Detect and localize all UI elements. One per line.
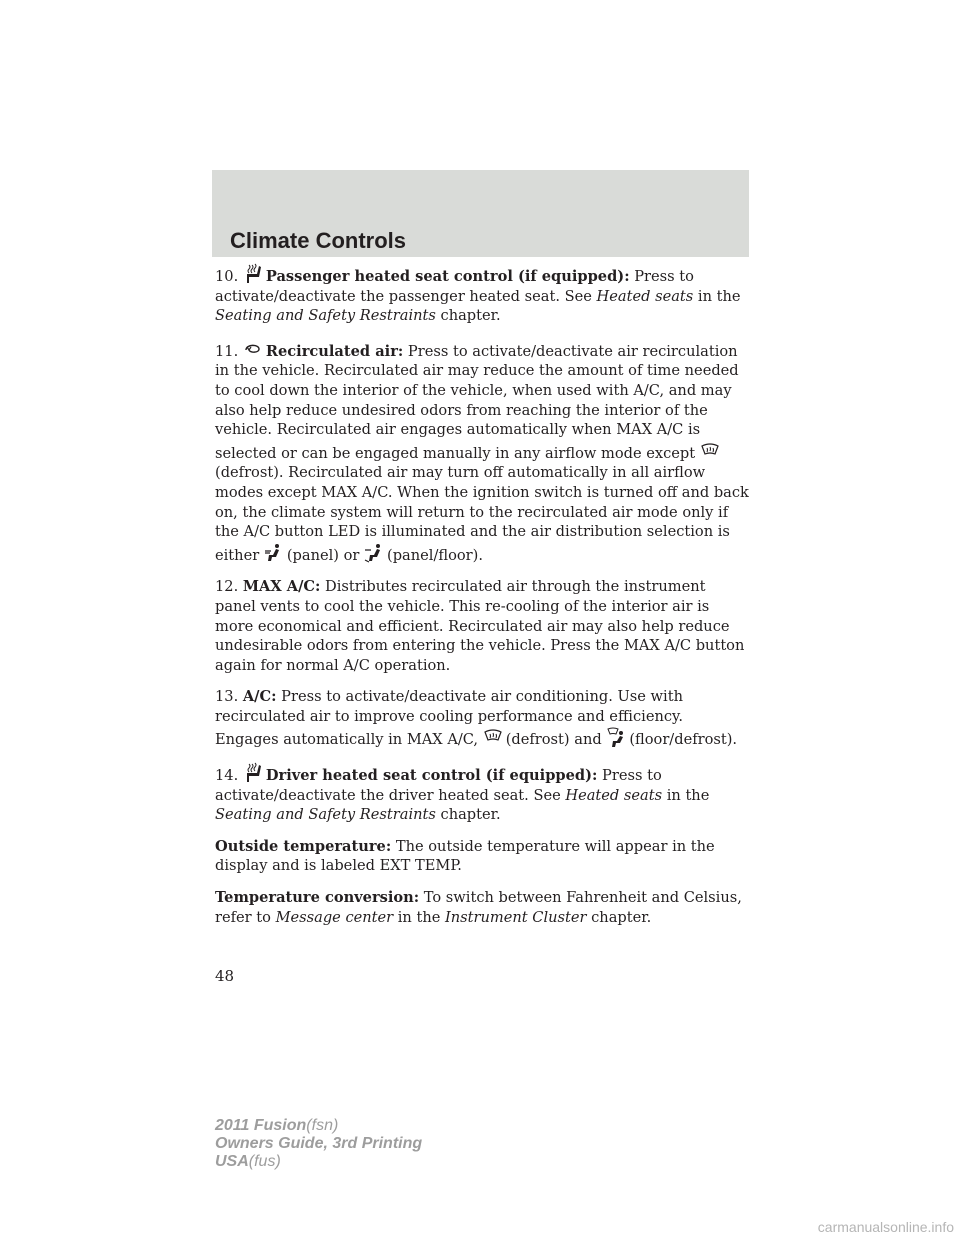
item-text: To switch between Fahrenheit and Celsius, refer to <box>215 889 742 926</box>
cross-reference: Heated seats <box>596 287 694 305</box>
footer-guide: Owners Guide, 3rd Printing <box>215 1135 423 1152</box>
footer-guide-line <box>215 1135 422 1153</box>
item-text: Press to activate/deactivate the driver heated seat. See <box>215 767 662 804</box>
item-term: A/C: <box>242 688 277 706</box>
item-number: 12. <box>215 578 239 596</box>
item-13 <box>215 687 750 750</box>
footer-region: USA <box>215 1153 249 1170</box>
heated-seat-icon <box>243 263 263 285</box>
page-number: 48 <box>215 967 235 985</box>
item-text: in the <box>393 908 446 926</box>
floor-defrost-icon <box>606 726 626 748</box>
item-text: Distributes recirculated air through the instrument panel vents to cool the vehicle. This re-cooling of the interior air is more economical and efficient. Recirculated air may also help reduce undesirable odors from entering the vehicle. Press the MAX A/C button again for normal A/C operation. <box>215 578 745 674</box>
item-number: 13. <box>215 688 239 706</box>
item-text: (panel) or <box>286 546 360 564</box>
item-14 <box>215 762 750 825</box>
item-text: The outside temperature will appear in the display and is labeled EXT TEMP. <box>215 837 715 875</box>
body-text <box>215 263 750 939</box>
item-text: Press to activate/deactivate air recirculation in the vehicle. Recirculated air may reduce the amount of time needed to cool down the interior of the vehicle, when used with A/C, and may also help reduce undesired odors from reaching the interior of the vehicle. Recirculated air engages automatically when MAX A/C is selected or can be engaged manually in any airflow mode except <box>215 342 739 462</box>
defrost-icon <box>483 726 503 748</box>
item-term: Passenger heated seat control (if equipped): <box>265 268 630 285</box>
footer-region-line <box>215 1153 422 1171</box>
item-text: in the <box>693 287 741 305</box>
panel-mode-icon <box>264 542 284 564</box>
item-text: chapter. <box>435 806 501 824</box>
footer-region-code: (fus) <box>248 1153 281 1170</box>
chapter-title: Climate Controls <box>230 228 407 253</box>
recirculated-air-icon <box>243 338 263 360</box>
footer-model-code: (fsn) <box>306 1117 339 1134</box>
item-term: Temperature conversion: <box>215 889 420 907</box>
item-text: Press to activate/deactivate the passenger heated seat. See <box>215 268 694 305</box>
item-term: MAX A/C: <box>242 578 321 596</box>
item-11 <box>215 338 750 566</box>
item-term: Driver heated seat control (if equipped): <box>265 767 598 785</box>
item-term: Recirculated air: <box>265 342 404 360</box>
item-number: 10. <box>215 268 239 285</box>
temperature-conversion-paragraph <box>215 888 750 927</box>
item-text: Press to activate/deactivate air conditioning. Use with recirculated air to improve cooling performance and efficiency. Engages automatically in MAX A/C, <box>215 688 683 749</box>
item-number: 11. <box>215 342 239 360</box>
cross-reference: Seating and Safety Restraints <box>215 806 436 824</box>
item-12 <box>215 577 750 675</box>
footer-model-line <box>215 1117 422 1135</box>
chapter-header-band <box>212 170 749 257</box>
item-10 <box>215 263 750 326</box>
footer-model: 2011 Fusion <box>215 1117 307 1134</box>
cross-reference: Message center <box>275 908 394 926</box>
item-text: (defrost) and <box>505 731 602 749</box>
panel-floor-mode-icon <box>364 542 384 564</box>
item-text: chapter. <box>586 908 652 926</box>
heated-seat-icon <box>243 762 263 784</box>
item-text: (floor/defrost). <box>629 731 738 749</box>
document-footer <box>215 1117 422 1171</box>
cross-reference: Instrument Cluster <box>445 908 587 926</box>
item-number: 14. <box>215 767 239 785</box>
item-text: (defrost). Recirculated air may turn off automatically in all airflow modes except MAX A/C. When the ignition switch is turned off and back on, the climate system will return to the recirculated air mode only if the A/C button LED is illuminated and the air distribution selection is either <box>215 464 749 564</box>
item-text: in the <box>662 786 710 804</box>
item-term: Outside temperature: <box>215 837 392 855</box>
defrost-icon <box>700 440 720 462</box>
item-text: chapter. <box>435 307 501 325</box>
item-text: (panel/floor). <box>387 546 483 564</box>
cross-reference: Heated seats <box>565 786 663 804</box>
cross-reference: Seating and Safety Restraints <box>215 307 436 325</box>
outside-temperature-paragraph <box>215 837 750 876</box>
watermark: carmanualsonline.info <box>817 1219 954 1235</box>
